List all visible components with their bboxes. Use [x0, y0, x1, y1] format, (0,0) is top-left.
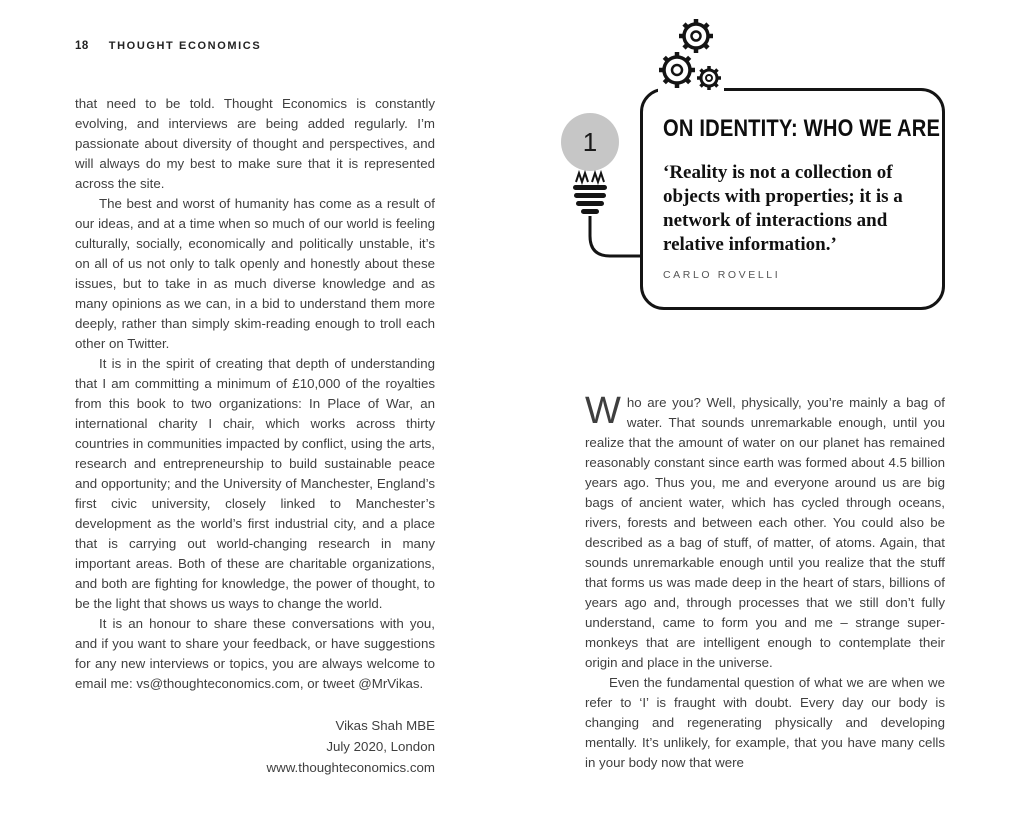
page-number: 18	[75, 40, 89, 52]
chapter-opener-box	[640, 88, 945, 310]
signature-name: Vikas Shah MBE	[335, 718, 435, 733]
drop-cap: W	[585, 390, 621, 432]
book-title: THOUGHT ECONOMICS	[108, 40, 262, 52]
paragraph-text: ho are you? Well, physically, you’re mainly a bag of water. That sounds unremarkable enough, until you realize that the amount of water on our planet has remained reasonably constant since earth was formed about 4.5 billion years ago. Thus you, me and everyone around us are big bags of ancient water, which has cycled through oceans, rivers, forests and between each other. You could also be described as a bag of stuff, of matter, of atoms. Again, that sounds unremarkable enough until you realize that the stuff that forms us was made deep in the heart of stars, billions of years ago and, through processes that we still don’t fully understand, came to form you and me – strange super-monkeys that are intelligent enough to contemplate their origin and place in the universe.	[585, 395, 945, 670]
signature-website: www.thoughteconomics.com	[266, 760, 435, 775]
paragraph: The best and worst of humanity has come as a result of our ideas, and at a time when so much of our world is feeling culturally, socially, economically and politically unstable, it’s on all of us not only to talk openly and honestly about these issues, but to take in as much diverse knowledge and as many opinions as we can, in a bid to understand them more deeply, rather than simply skim-reading enough to troll each other on Twitter.	[75, 196, 435, 351]
author-signature	[75, 715, 435, 778]
left-body-text	[75, 94, 435, 778]
gears-icon	[658, 12, 724, 104]
paragraph: It is an honour to share these conversations with you, and if you want to share your feedback, or have suggestions for any new interviews or topics, you are always welcome to email me: vs@thoughteconomics.com, or tweet @MrVikas.	[75, 616, 435, 691]
paragraph: Even the fundamental question of what we are when we refer to ‘I’ is fraught with doubt. Every day our body is changing and regenerating physically and developing mentally. It’s unlikely, for example, that you have many cells in your body now that were	[585, 675, 945, 770]
paragraph: It is in the spirit of creating that depth of understanding that I am committing a minimum of £10,000 of the royalties from this book to two organizations: In Place of War, an international charity I chair, which works across thirty countries in communities impacted by conflict, using the arts, research and entrepreneurship to build sustainable peace and opportunity; and the University of Manchester, England’s first civic university, closely linked to Manchester’s development as the world’s first industrial city, and a place that is carrying out world-changing research in many important areas. Both of these are charitable organizations, and both are fighting for knowledge, the power of thought, to be the light that shows us ways to change the world.	[75, 356, 435, 611]
chapter-title: ON IDENTITY: WHO WE ARE	[663, 115, 941, 142]
quote-attribution: CARLO ROVELLI	[663, 269, 781, 281]
chapter-quote: ‘Reality is not a collection of objects with properties; it is a network of interactions and relative information.’	[663, 162, 903, 255]
running-header	[75, 40, 261, 52]
signature-date-place: July 2020, London	[326, 739, 435, 754]
paragraph	[585, 390, 945, 673]
page-right	[510, 0, 1020, 816]
chapter-number: 1	[582, 127, 598, 157]
paragraph: that need to be told. Thought Economics is constantly evolving, and interviews are being added regularly. I’m passionate about diversity of thought and perspectives, and will always do my best to make sure that it is represented across the site.	[75, 96, 435, 191]
right-body-text	[585, 390, 945, 773]
lightbulb-icon	[545, 104, 645, 274]
